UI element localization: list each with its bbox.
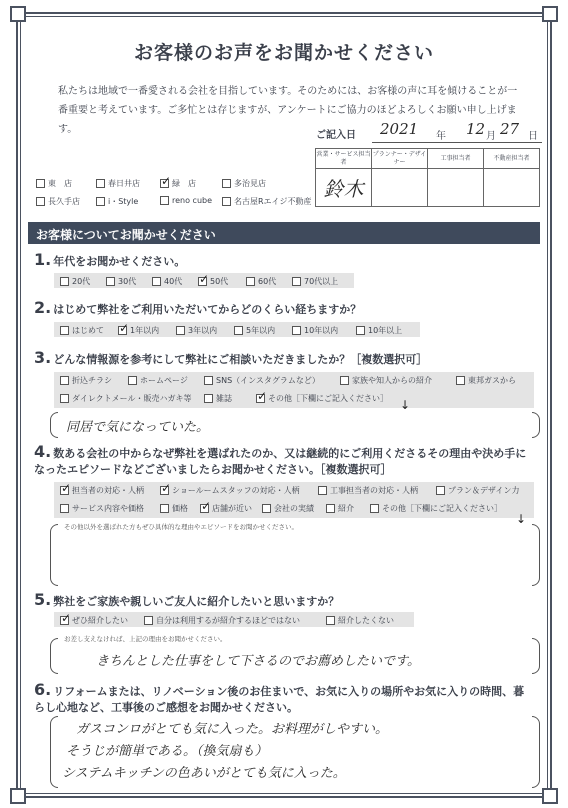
option[interactable] [204,393,232,404]
checkbox[interactable] [204,394,213,403]
checkbox[interactable] [292,277,301,286]
option[interactable] [204,375,320,386]
question-number: 3. [34,348,52,367]
option[interactable] [160,503,188,514]
store-label: 長久手店 [48,197,80,206]
q5-answer[interactable]: きちんとした仕事をして下さるのでお薦めしたいです。 [96,654,420,669]
question-text: どんな情報源を参考にして弊社にご相談いただきましたか？［複数選択可］ [53,353,428,366]
option-label: 東邦ガスから [468,376,516,385]
question-number: 5. [34,590,52,609]
store-label: i・Style [108,197,139,206]
option-label: その他［下欄にご記入ください］ [268,394,388,403]
option-label: 担当者の対応・人柄 [72,486,144,495]
checkbox[interactable] [128,376,137,385]
date-year[interactable]: 2021 [380,120,419,138]
checkbox[interactable] [262,504,271,513]
checkbox[interactable] [222,197,231,206]
option[interactable] [60,375,112,386]
question-text: 弊社をご家族や親しいご友人に紹介したいと思いますか？ [53,595,340,608]
store-label: 春日井店 [108,179,140,188]
question-1 [34,252,185,270]
q4-note: その他以外を選ばれた方もぜひ具体的な理由やエピソードをお聞かせください。 [64,523,298,531]
store-option[interactable] [160,196,212,205]
question-4 [34,444,534,478]
checkbox[interactable] [36,179,45,188]
date-year-unit: 年 [436,131,446,142]
option[interactable] [60,276,90,287]
option-label: 20代 [72,277,91,286]
option-label: 工事担当者の対応・人柄 [330,486,418,495]
checkbox[interactable] [176,326,185,335]
checkbox[interactable] [160,486,169,495]
checkbox[interactable] [222,179,231,188]
checkbox[interactable] [144,616,153,625]
store-option[interactable] [222,178,266,189]
checkbox[interactable] [60,326,69,335]
option[interactable] [152,276,182,287]
question-2 [34,300,361,318]
checkbox[interactable] [256,394,265,403]
down-arrow-icon: ↓ [400,398,411,412]
question-text: 年代をお聞かせください。 [53,255,186,268]
option[interactable] [262,503,314,514]
option[interactable] [198,276,228,287]
corner-ornament [542,788,558,804]
question-3 [34,350,427,368]
checkbox[interactable] [160,196,169,205]
option[interactable] [436,485,519,496]
date-day[interactable]: 27 [500,120,520,138]
checkbox[interactable] [96,197,105,206]
checkbox[interactable] [36,197,45,206]
checkbox[interactable] [318,486,327,495]
option[interactable] [60,503,144,514]
option-label: その他［下欄にご記入ください］ [382,504,502,513]
question-5 [34,592,339,610]
option[interactable] [118,325,159,336]
option[interactable] [234,325,275,336]
date-month-unit: 月 [486,131,496,142]
store-label: reno cube [172,196,213,205]
checkbox[interactable] [60,616,69,625]
checkbox[interactable] [234,326,243,335]
down-arrow-icon: ↓ [516,512,527,526]
checkbox[interactable] [118,326,127,335]
option-label: 3年以内 [188,326,218,335]
option-label: 店舗が近い [212,504,252,513]
checkbox[interactable] [198,277,207,286]
store-option[interactable] [222,196,312,207]
staff-value[interactable] [372,169,428,207]
staff-header: プランナー・デザイナー [372,149,428,169]
checkbox[interactable] [60,486,69,495]
option[interactable] [456,375,516,386]
option-label: 紹介 [338,504,354,513]
store-option[interactable] [36,178,72,189]
option-label: 10年以内 [304,326,339,335]
q5-note: お差し支えなければ、上記の理由をお聞かせください。 [64,635,227,643]
option-label: プラン＆デザイン力 [448,486,520,495]
option-label: 10年以上 [368,326,403,335]
answer-bracket-right [532,412,540,438]
option[interactable] [144,615,300,626]
store-option[interactable] [36,196,80,207]
option-label: 自分は利用するが紹介するほどではない [156,616,300,625]
option-label: ダイレクトメール・販売ハガキ等 [72,394,192,403]
checkbox[interactable] [60,277,69,286]
staff-header: 工事担当者 [428,149,484,169]
checkbox[interactable] [200,504,209,513]
corner-ornament [10,788,26,804]
page-title: お客様のお声をお聞かせください [133,42,434,64]
option[interactable] [292,276,338,287]
option-label: 家族や知人からの紹介 [352,376,432,385]
checkbox[interactable] [106,277,115,286]
checkbox[interactable] [436,486,445,495]
question-text: リフォームまたは、リノベーション後のお住まいで、お気に入りの場所やお気に入りの時間、暮らし心地など、工事後のご感想をお聞かせください。 [34,685,525,714]
staff-header: 営業・サービス担当者 [316,149,372,169]
option[interactable] [200,503,252,514]
checkbox[interactable] [326,616,335,625]
checkbox[interactable] [96,179,105,188]
question-number: 2. [34,298,52,317]
checkbox[interactable] [326,504,335,513]
answer-bracket-left [50,716,58,788]
section-header: お客様についてお聞かせください [28,222,540,244]
answer-bracket-right [532,638,540,674]
date-month[interactable]: 12 [466,120,486,138]
option-label: はじめて [72,326,104,335]
checkbox[interactable] [292,326,301,335]
store-label: 名古屋Rエイジ不動産 [234,197,312,206]
question-number: 6. [34,680,52,699]
option[interactable] [60,485,144,496]
corner-ornament [10,6,26,22]
store-label: 多治見店 [234,179,266,188]
option[interactable] [356,325,402,336]
intro-text: 私たちは地域で一番愛される会社を目指しています。そのためには、お客様の声に耳を傾けることが一番重要と考えています。ご多忙とは存じますが、アンケートにご協力のほどよろしくお願い申し上げます。 [58,86,518,135]
option-label: 紹介したくない [338,616,394,625]
checkbox[interactable] [160,179,169,188]
option-label: 60代 [258,277,277,286]
option-label: 5年以内 [246,326,276,335]
q6-answer-line[interactable]: システムキッチンの色あいがとても気に入った。 [62,766,346,781]
option[interactable] [128,375,188,386]
option-label: 折込チラシ [72,376,112,385]
staff-value[interactable] [484,169,540,207]
answer-bracket-left [50,638,58,674]
option[interactable] [340,375,432,386]
option[interactable] [160,485,300,496]
checkbox[interactable] [204,376,213,385]
option[interactable] [246,276,276,287]
store-label: 東 店 [48,179,72,188]
checkbox[interactable] [356,326,365,335]
option-label: 1年以内 [130,326,160,335]
checkbox[interactable] [340,376,349,385]
option-label: ショールームスタッフの対応・人柄 [172,486,300,495]
checkbox[interactable] [60,376,69,385]
staff-value[interactable] [428,169,484,207]
option-label: 30代 [118,277,137,286]
option-label: 価格 [172,504,188,513]
date-label: ご記入日 [316,130,356,141]
checkbox[interactable] [246,277,255,286]
option-label: 雑誌 [216,394,232,403]
option[interactable] [106,276,136,287]
date-underline [372,142,542,143]
checkbox[interactable] [370,504,379,513]
checkbox[interactable] [60,504,69,513]
store-option[interactable] [160,178,196,189]
checkbox[interactable] [160,504,169,513]
option-label: 50代 [210,277,229,286]
q6-answer-line[interactable]: そうじが簡単である。（換気扇も） [66,744,268,759]
answer-bracket-right [532,716,540,788]
corner-ornament [542,6,558,22]
checkbox[interactable] [60,394,69,403]
answer-bracket-left [50,412,58,438]
option-label: SNS（インスタグラムなど） [216,376,320,385]
option[interactable] [256,393,388,404]
option[interactable] [60,325,104,336]
option[interactable] [318,485,418,496]
option[interactable] [292,325,338,336]
option[interactable] [326,503,354,514]
q3-answer[interactable]: 同居で気になっていた。 [66,420,210,435]
store-option[interactable] [96,196,138,207]
store-option[interactable] [96,178,140,189]
checkbox[interactable] [456,376,465,385]
question-6 [34,682,534,716]
option[interactable] [60,615,128,626]
answer-bracket-left [50,524,58,586]
staff-table [315,148,540,207]
option[interactable] [326,615,394,626]
question-number: 1. [34,250,52,269]
option-label: ホームページ [140,376,188,385]
question-text: はじめて弊社をご利用いただいてからどのくらい経ちますか？ [53,303,362,316]
staff-header: 不動産担当者 [484,149,540,169]
option-label: 会社の実績 [274,504,314,513]
option-label: 40代 [164,277,183,286]
option-label: サービス内容や価格 [72,504,144,513]
answer-bracket-right [532,524,540,586]
option[interactable] [176,325,217,336]
checkbox[interactable] [152,277,161,286]
question-text: 数ある会社の中からなぜ弊社を選ばれたのか、又は継続的にご利用くださるその理由や決め手になったエピソードなどございましたらお聞かせください。［複数選択可］ [34,447,527,476]
q6-answer-line[interactable]: ガスコンロがとても気に入った。お料理がしやすい。 [76,722,389,737]
option-label: ぜひ紹介したい [72,616,128,625]
date-day-unit: 日 [528,131,538,142]
option[interactable] [60,393,191,404]
staff-value[interactable]: 鈴木 [316,169,372,207]
option-label: 70代以上 [304,277,339,286]
store-label: 緑 店 [172,179,196,188]
question-number: 4. [34,442,52,461]
option[interactable] [370,503,502,514]
